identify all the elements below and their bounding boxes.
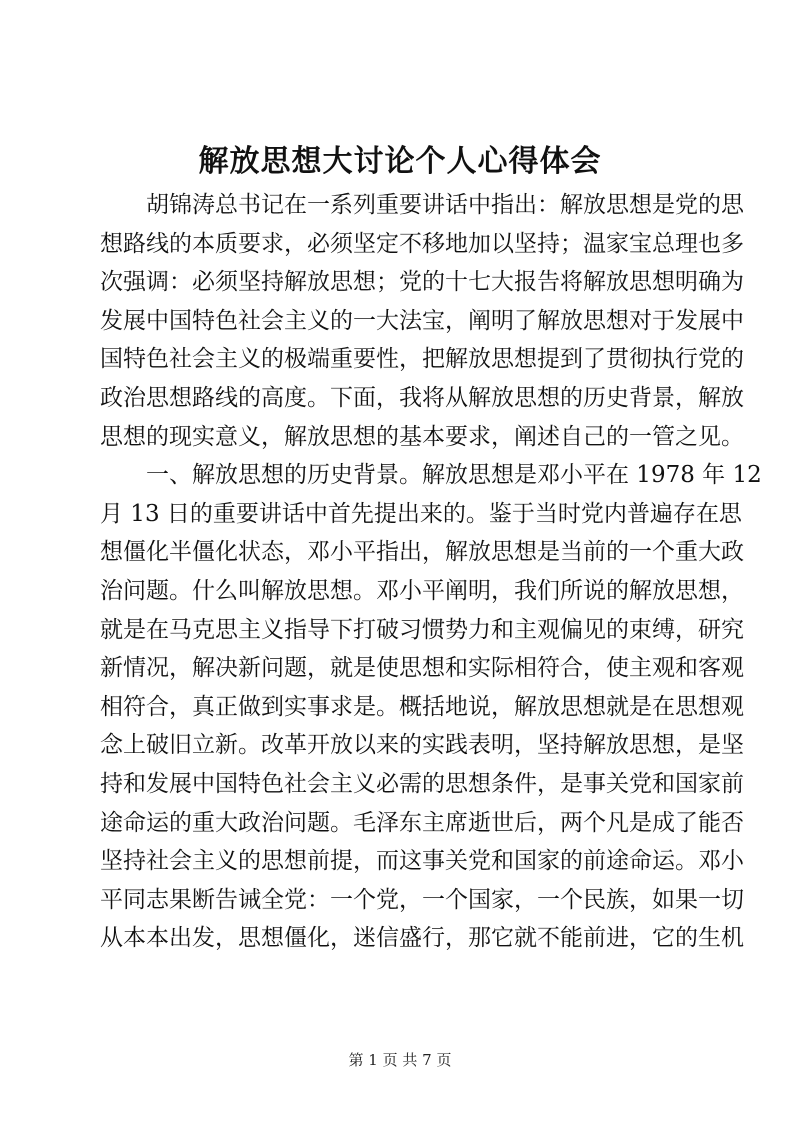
paragraph-2-line-9: 持和发展中国特色社会主义必需的思想条件，是事关党和国家前 <box>100 770 744 797</box>
document-title: 解放思想大讨论个人心得体会 <box>198 144 602 179</box>
paragraph-1-line-2: 想路线的本质要求，必须坚定不移地加以坚持；温家宝总理也多 <box>100 230 744 257</box>
paragraph-2-line-1: 一、解放思想的历史背景。解放思想是邓小平在 1978 年 12 <box>146 462 762 489</box>
paragraph-2-line-7: 相符合，真正做到实事求是。概括地说，解放思想就是在思想观 <box>100 693 744 720</box>
paragraph-2-line-8: 念上破旧立新。改革开放以来的实践表明，坚持解放思想，是坚 <box>100 732 744 759</box>
paragraph-2-line-3: 想僵化半僵化状态，邓小平指出，解放思想是当前的一个重大政 <box>100 539 744 566</box>
paragraph-2-line-2: 月 13 日的重要讲话中首先提出来的。鉴于当时党内普遍存在思 <box>100 500 742 527</box>
paragraph-1-line-6: 政治思想路线的高度。下面，我将从解放思想的历史背景，解放 <box>100 384 744 411</box>
paragraph-2-line-4: 治问题。什么叫解放思想。邓小平阐明，我们所说的解放思想， <box>100 577 744 604</box>
paragraph-2-line-13: 从本本出发，思想僵化，迷信盛行，那它就不能前进，它的生机 <box>100 925 744 952</box>
paragraph-1-line-7: 思想的现实意义，解放思想的基本要求，阐述自己的一管之见。 <box>100 423 744 450</box>
paragraph-2-line-12: 平同志果断告诫全党：一个党，一个国家，一个民族，如果一切 <box>100 886 744 913</box>
document-body <box>100 186 762 958</box>
paragraph-2-line-11: 坚持社会主义的思想前提，而这事关党和国家的前途命运。邓小 <box>100 848 744 875</box>
paragraph-2-line-5: 就是在马克思主义指导下打破习惯势力和主观偏见的束缚，研究 <box>100 616 744 643</box>
paragraph-2-line-10: 途命运的重大政治问题。毛泽东主席逝世后，两个凡是成了能否 <box>100 809 744 836</box>
paragraph-1-line-4: 发展中国特色社会主义的一大法宝，阐明了解放思想对于发展中 <box>100 307 744 334</box>
paragraph-1-line-3: 次强调：必须坚持解放思想；党的十七大报告将解放思想明确为 <box>100 269 744 296</box>
paragraph-2-line-6: 新情况，解决新问题，就是使思想和实际相符合，使主观和客观 <box>100 655 744 682</box>
paragraph-1-line-5: 国特色社会主义的极端重要性，把解放思想提到了贯彻执行党的 <box>100 346 744 373</box>
page-number-footer: 第 1 页 共 7 页 <box>348 1051 452 1069</box>
paragraph-1-line-1: 胡锦涛总书记在一系列重要讲话中指出：解放思想是党的思 <box>146 192 744 218</box>
